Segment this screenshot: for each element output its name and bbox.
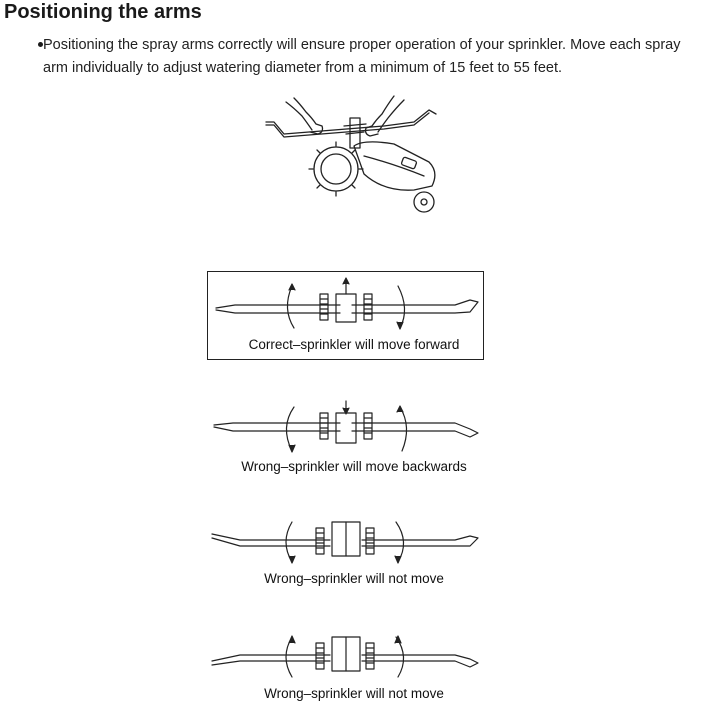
arm-diagram-1 [0,272,708,332]
caption-2: Wrong–sprinkler will move backwards [241,459,467,474]
bullet-text: Positioning the spray arms correctly will ensure proper operation of your sprinkler. Move each spray arm individually to adjust watering diameter from a minimum of 15 feet to 55 feet. [43,37,681,76]
bullet-dot [38,42,43,47]
caption-4: Wrong–sprinkler will not move [264,686,444,701]
arm-diagram-2 [0,395,708,455]
sprinkler-illustration [264,94,444,219]
bullet-item [24,34,704,80]
caption-1: Correct–sprinkler will move forward [248,337,460,352]
section-title: Positioning the arms [4,1,202,23]
arm-diagram-3 [0,510,708,570]
caption-3: Wrong–sprinkler will not move [264,571,444,586]
arm-diagram-4 [0,625,708,685]
